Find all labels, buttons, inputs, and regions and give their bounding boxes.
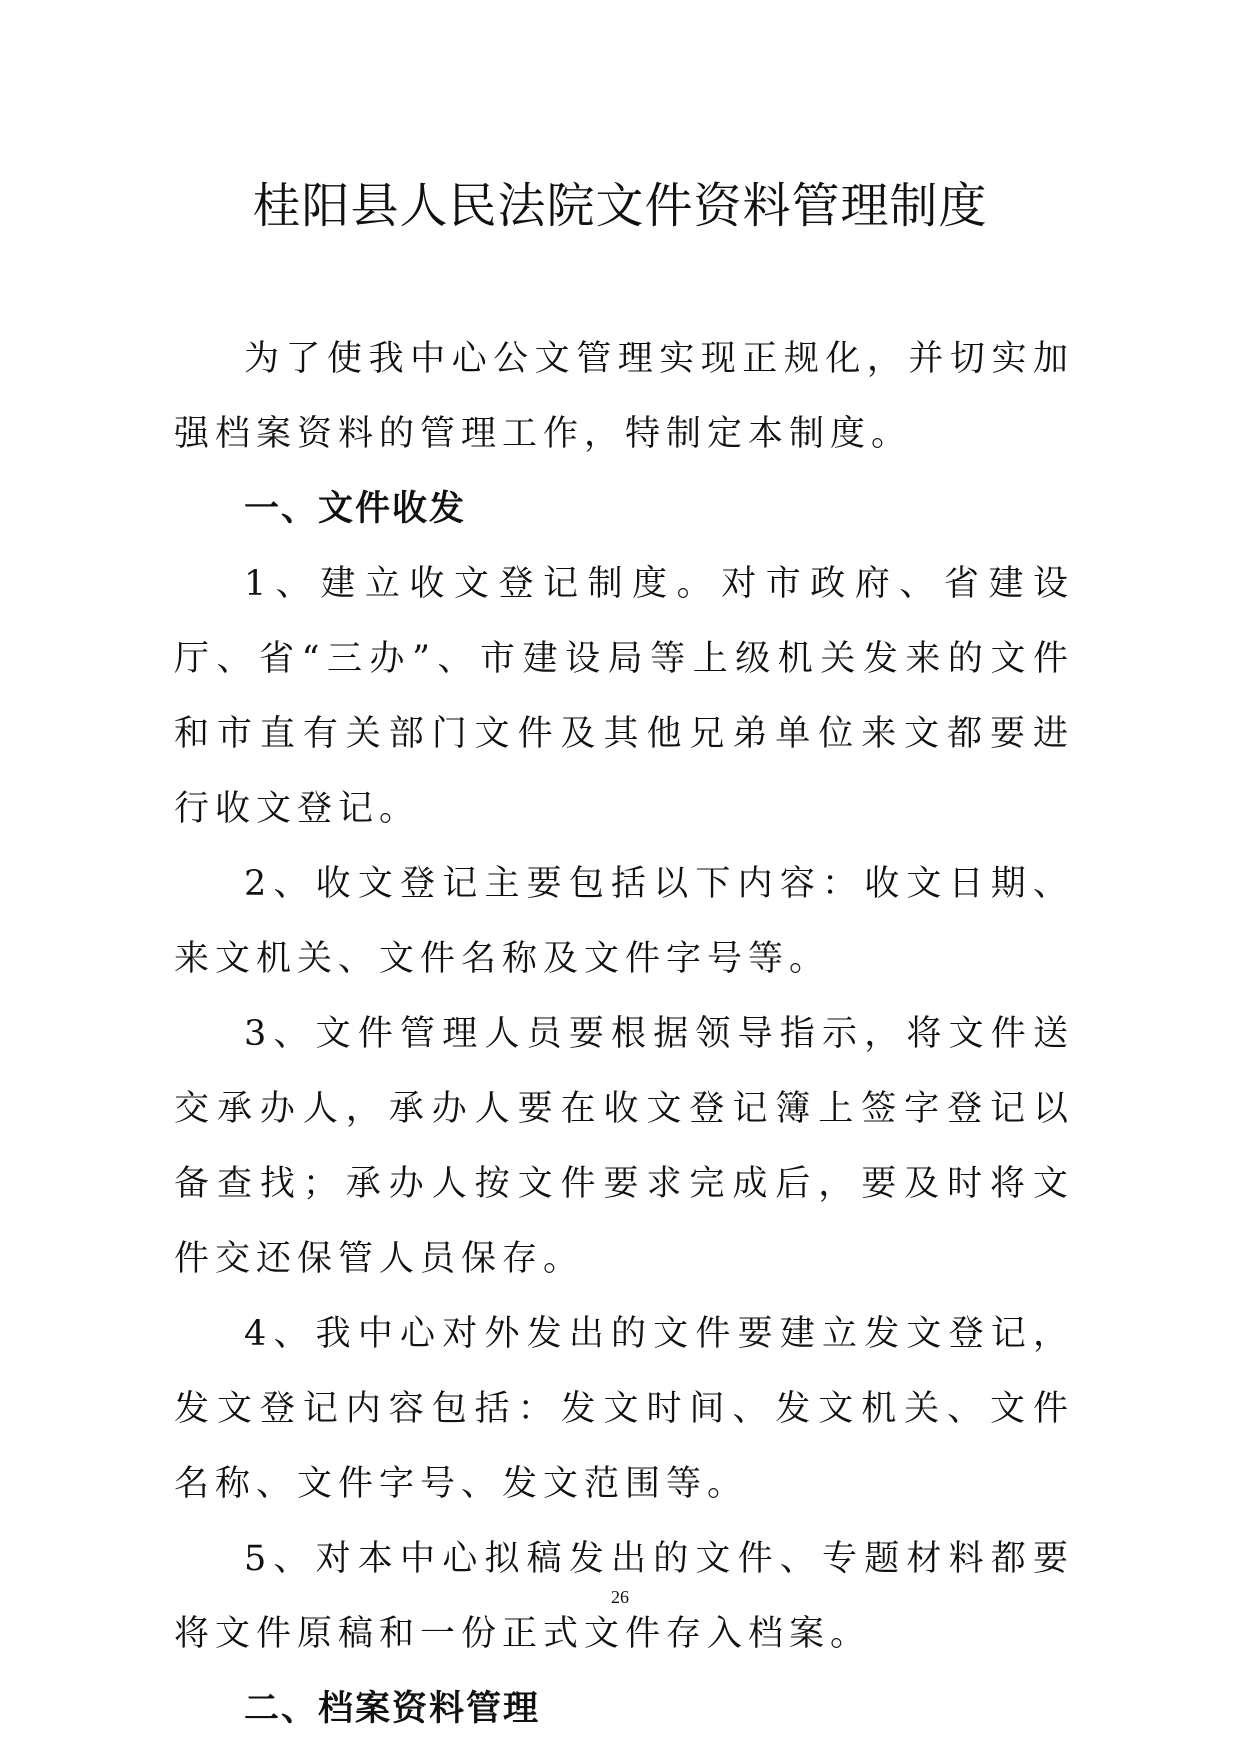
section-heading-file-dispatch: 一、文件收发 [244, 489, 467, 529]
intro-paragraph: 为了使我中心公文管理实现正规化，并切实加强档案资料的管理工作，特制定本制度。 [174, 339, 1074, 454]
document-body [174, 322, 1074, 1747]
section-heading-archive-management: 二、档案资料管理 [244, 1689, 541, 1729]
paragraph-item-4: 4、我中心对外发出的文件要建立发文登记，发文登记内容包括：发文时间、发文机关、文件名称、文件字号、发文范围等。 [174, 1314, 1074, 1504]
paragraph-item-1: 1、建立收文登记制度。对市政府、省建设厅、省“三办”、市建设局等上级机关发来的文件和市直有关部门文件及其他兄弟单位来文都要进行收文登记。 [174, 564, 1074, 829]
paragraph-item-5: 5、对本中心拟稿发出的文件、专题材料都要将文件原稿和一份正式文件存入档案。 [174, 1539, 1074, 1654]
paragraph-item-2: 2、收文登记主要包括以下内容：收文日期、来文机关、文件名称及文件字号等。 [174, 864, 1074, 979]
paragraph-item-3: 3、文件管理人员要根据领导指示，将文件送交承办人，承办人要在收文登记簿上签字登记以备查找；承办人按文件要求完成后，要及时将文件交还保管人员保存。 [174, 1014, 1074, 1279]
page-number: 26 [611, 1587, 629, 1607]
document-title: 桂阳县人民法院文件资料管理制度 [252, 178, 988, 234]
